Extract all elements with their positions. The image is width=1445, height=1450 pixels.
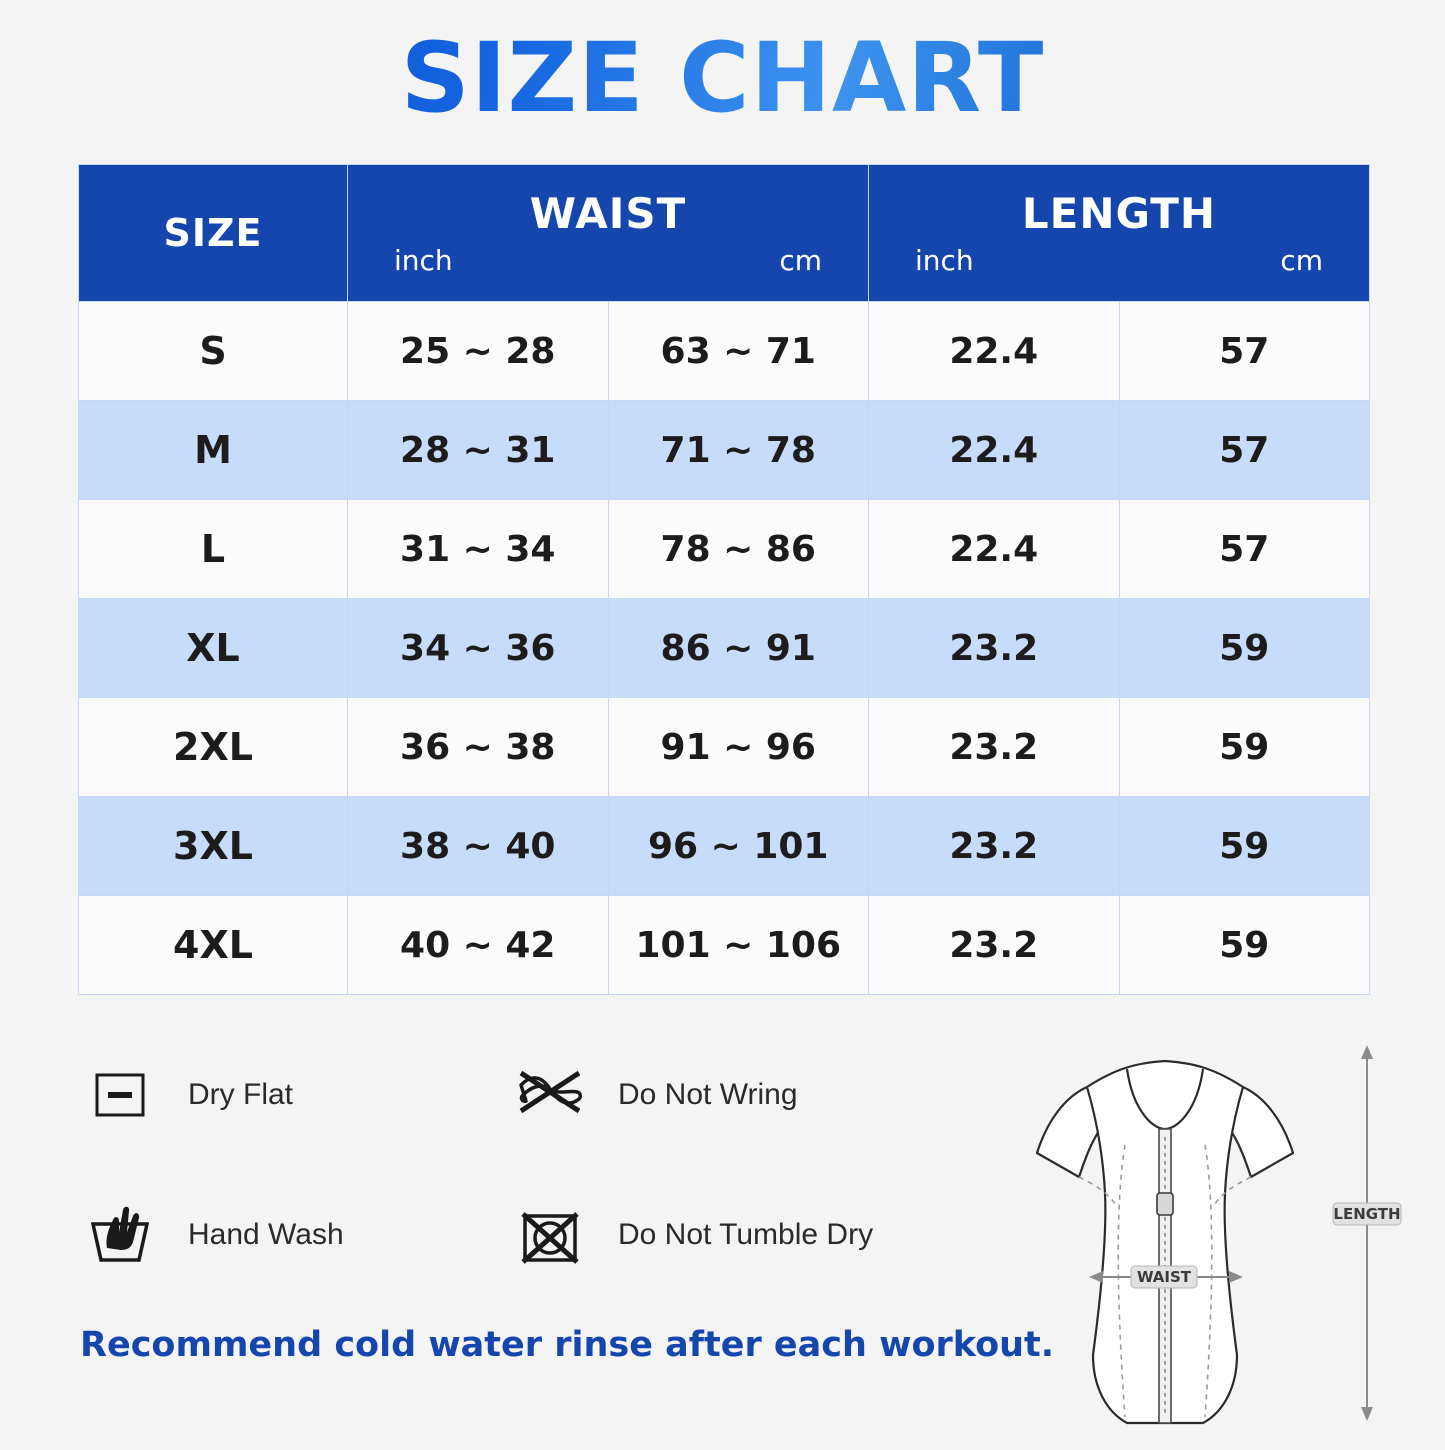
cell-length-cm: 59: [1119, 698, 1370, 797]
waist-label: WAIST: [1136, 1268, 1192, 1286]
recommendation-text: Recommend cold water rinse after each workout.: [80, 1325, 1055, 1365]
cell-length-cm: 57: [1119, 302, 1370, 401]
cell-size: 4XL: [79, 896, 348, 995]
cell-waist-inch: 40 ~ 42: [348, 896, 609, 995]
care-label-dry-flat: Dry Flat: [188, 1078, 293, 1111]
cell-length-inch: 22.4: [869, 500, 1120, 599]
cell-waist-inch: 31 ~ 34: [348, 500, 609, 599]
header-waist-cm: cm: [779, 244, 822, 277]
cell-size: S: [79, 302, 348, 401]
header-size: SIZE: [79, 165, 348, 302]
garment-illustration: [975, 1025, 1405, 1445]
cell-waist-inch: 28 ~ 31: [348, 401, 609, 500]
header-waist-title: WAIST: [529, 189, 687, 238]
cell-size: 3XL: [79, 797, 348, 896]
size-table: [78, 164, 1370, 995]
table-row: [79, 401, 1370, 500]
cell-length-cm: 57: [1119, 401, 1370, 500]
cell-length-cm: 59: [1119, 797, 1370, 896]
table-header-row: [79, 165, 1370, 302]
table-head: [79, 165, 1370, 302]
care-item-do-not-tumble-dry: [510, 1195, 940, 1275]
size-table-container: [78, 164, 1367, 995]
cell-waist-cm: 101 ~ 106: [608, 896, 869, 995]
header-length-inch: inch: [915, 244, 974, 277]
table-row: [79, 896, 1370, 995]
care-item-dry-flat: [80, 1055, 510, 1135]
header-waist-inch: inch: [394, 244, 453, 277]
care-label-hand-wash: Hand Wash: [188, 1218, 344, 1251]
cell-length-inch: 23.2: [869, 599, 1120, 698]
table-row: [79, 599, 1370, 698]
cell-length-inch: 23.2: [869, 698, 1120, 797]
cell-length-cm: 59: [1119, 599, 1370, 698]
table-row: [79, 797, 1370, 896]
header-length-cm: cm: [1280, 244, 1323, 277]
care-label-do-not-wring: Do Not Wring: [618, 1078, 798, 1111]
cell-length-inch: 23.2: [869, 797, 1120, 896]
cell-waist-cm: 78 ~ 86: [608, 500, 869, 599]
cell-waist-cm: 96 ~ 101: [608, 797, 869, 896]
table-row: [79, 302, 1370, 401]
care-item-do-not-wring: [510, 1055, 940, 1135]
cell-size: 2XL: [79, 698, 348, 797]
cell-waist-inch: 25 ~ 28: [348, 302, 609, 401]
header-length-group: [869, 165, 1370, 302]
header-waist-group: [348, 165, 869, 302]
do-not-wring-icon: [510, 1055, 590, 1135]
cell-length-inch: 23.2: [869, 896, 1120, 995]
cell-length-inch: 22.4: [869, 401, 1120, 500]
length-label: LENGTH: [1333, 1205, 1401, 1223]
care-row-2: [80, 1195, 960, 1275]
cell-waist-cm: 63 ~ 71: [608, 302, 869, 401]
dry-flat-icon: [80, 1055, 160, 1135]
cell-waist-cm: 86 ~ 91: [608, 599, 869, 698]
header-length-title: LENGTH: [1021, 189, 1217, 238]
cell-length-cm: 59: [1119, 896, 1370, 995]
cell-size: M: [79, 401, 348, 500]
page-title: SIZE CHART: [0, 0, 1445, 134]
cell-waist-inch: 38 ~ 40: [348, 797, 609, 896]
table-row: [79, 500, 1370, 599]
table-row: [79, 698, 1370, 797]
cell-size: L: [79, 500, 348, 599]
cell-size: XL: [79, 599, 348, 698]
do-not-tumble-dry-icon: [510, 1195, 590, 1275]
cell-waist-inch: 34 ~ 36: [348, 599, 609, 698]
care-row-1: [80, 1055, 960, 1135]
hand-wash-icon: [80, 1195, 160, 1275]
cell-waist-cm: 91 ~ 96: [608, 698, 869, 797]
cell-waist-cm: 71 ~ 78: [608, 401, 869, 500]
cell-length-inch: 22.4: [869, 302, 1120, 401]
table-body: [79, 302, 1370, 995]
cell-waist-inch: 36 ~ 38: [348, 698, 609, 797]
care-item-hand-wash: [80, 1195, 510, 1275]
care-instructions: [80, 1055, 960, 1335]
cell-length-cm: 57: [1119, 500, 1370, 599]
care-label-do-not-tumble-dry: Do Not Tumble Dry: [618, 1218, 874, 1251]
